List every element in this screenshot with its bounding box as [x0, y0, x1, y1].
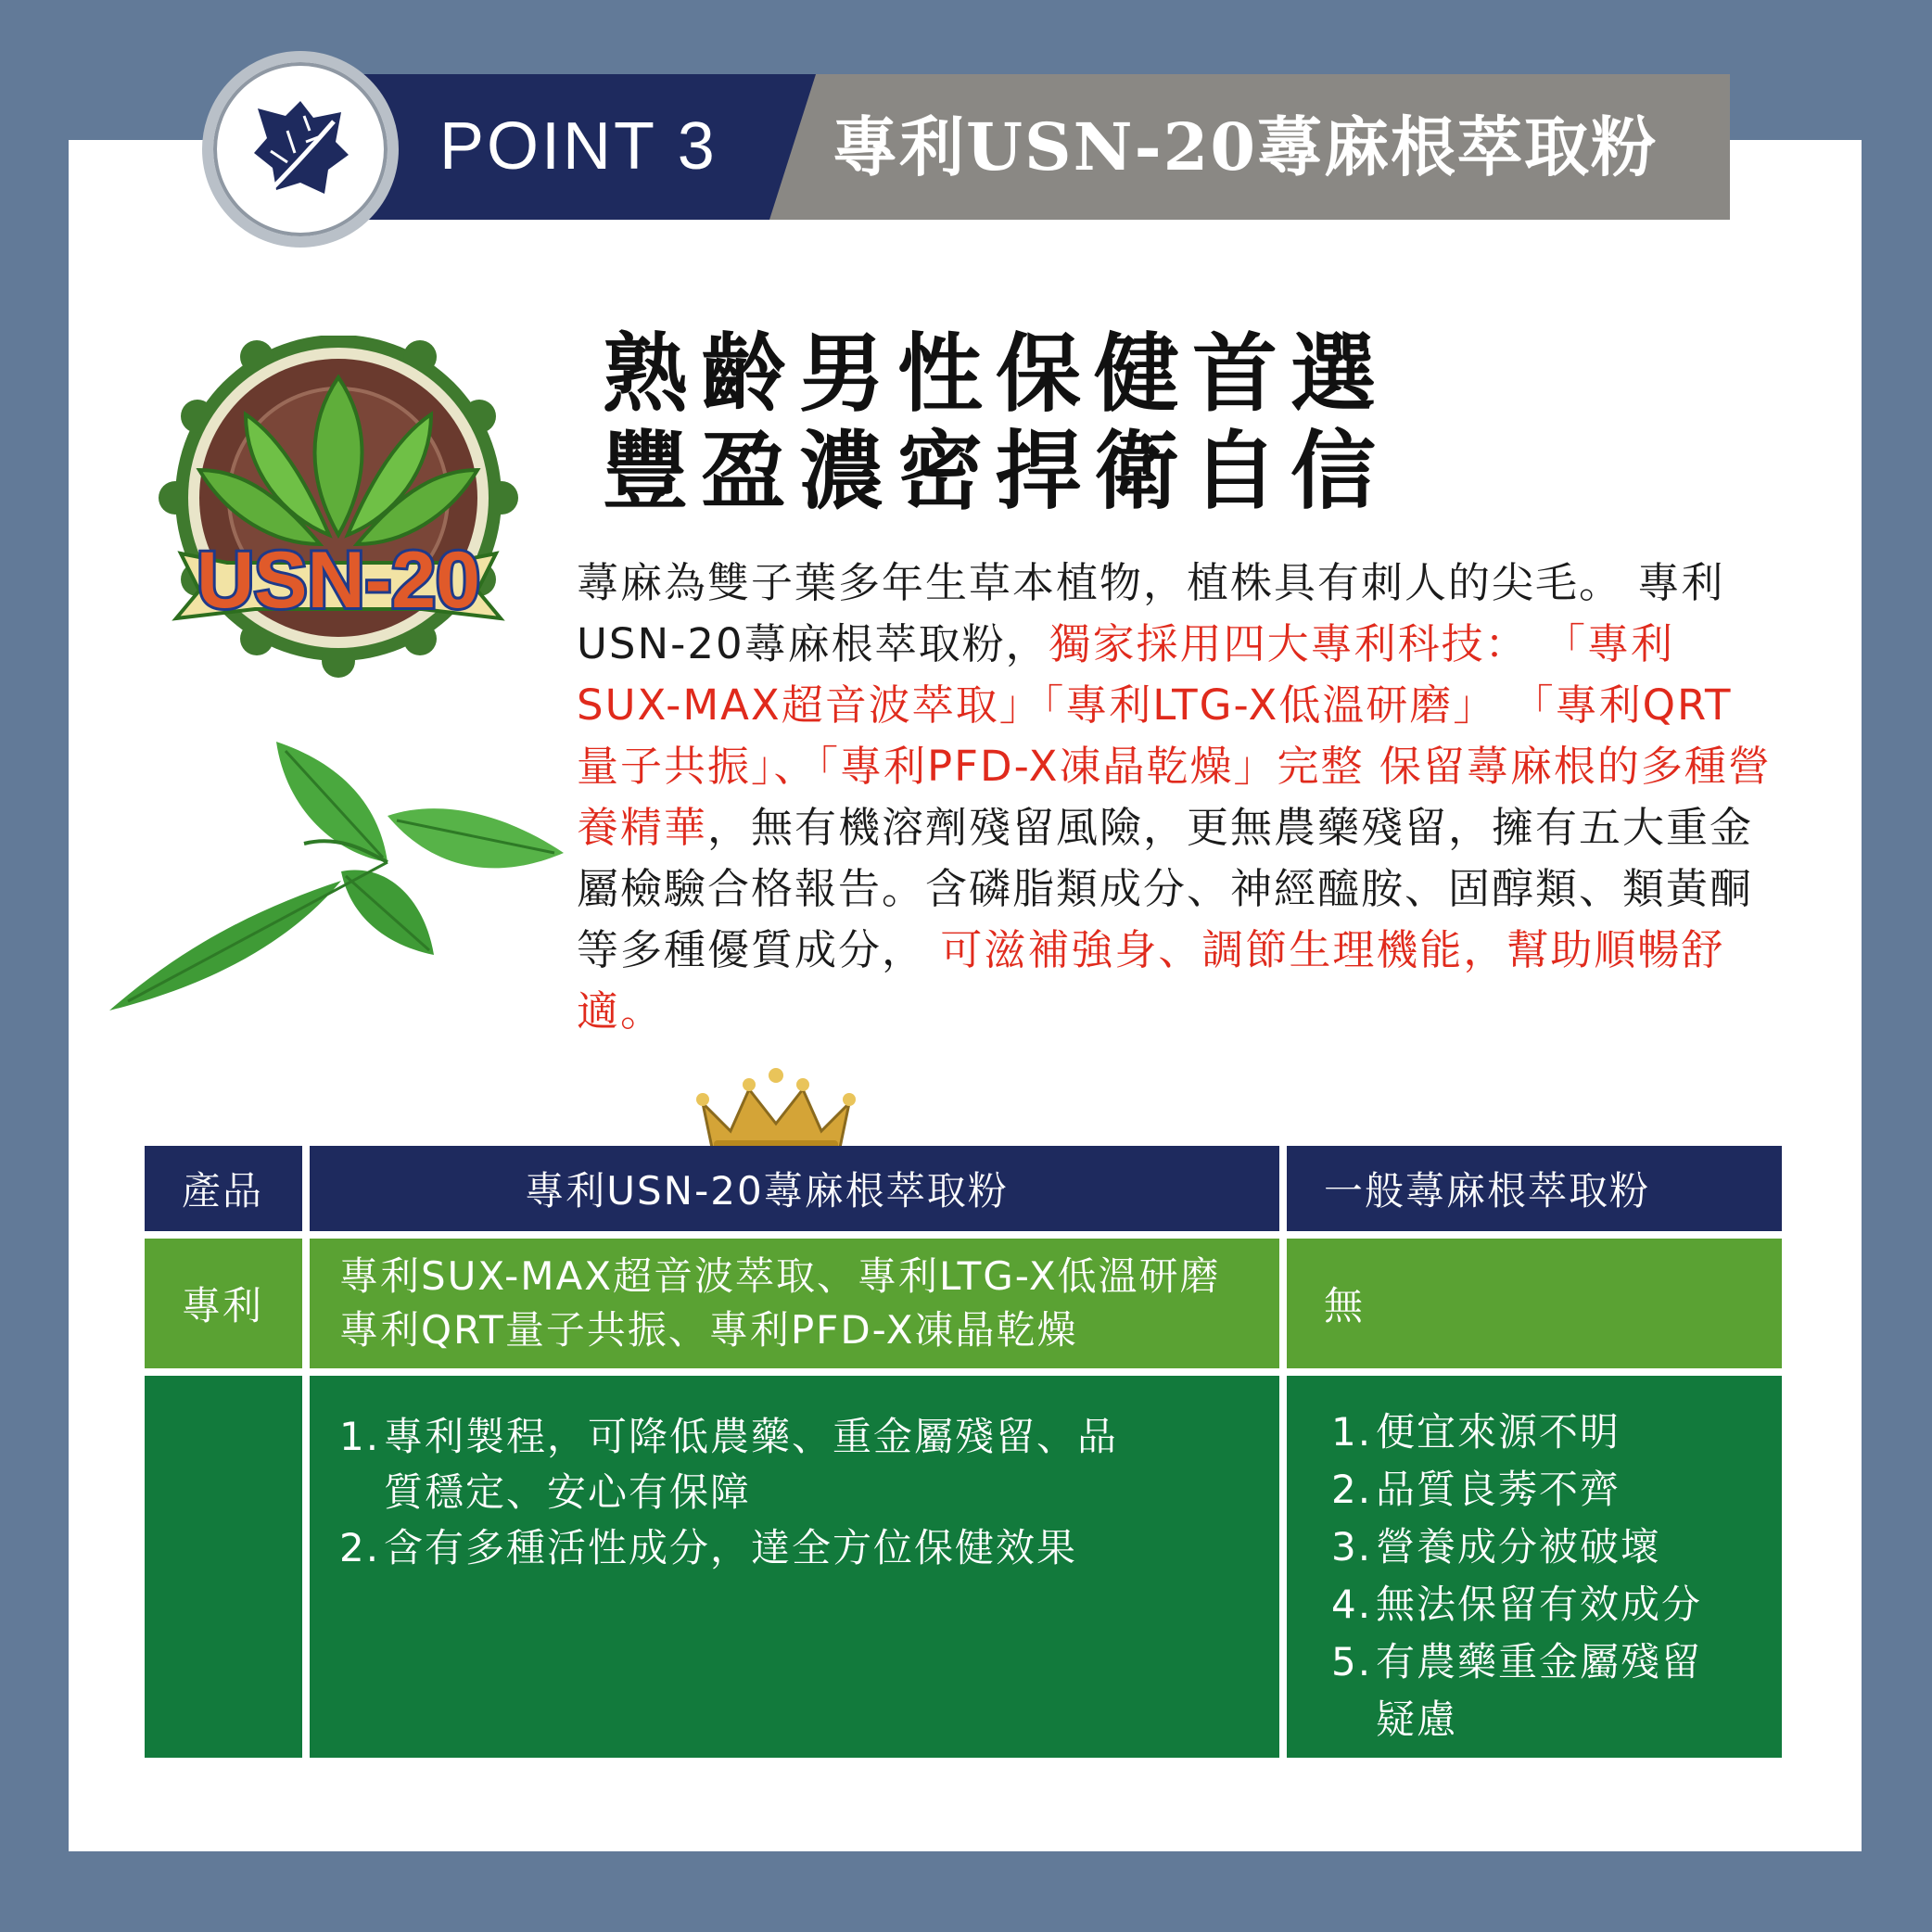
logo-text: USN-20	[197, 536, 480, 625]
table-header-cell: 產品	[145, 1146, 302, 1231]
table-cell	[1287, 1376, 1782, 1758]
nettle-leaves-icon	[109, 723, 564, 1020]
headline-line-2: 豐盈濃密捍衛自信	[603, 421, 1390, 521]
list-item: 2. 含有多種活性成分，達全方位保健效果	[339, 1525, 1078, 1570]
description-sentence: 蕁麻為雙子葉多年生草本植物，植株具有刺人的尖毛。	[577, 558, 1623, 607]
description-highlight: 獨家採用四大專利科技：	[1049, 619, 1529, 668]
table-cell	[310, 1239, 1279, 1368]
table-header-row	[145, 1146, 1782, 1231]
row-label-empty	[145, 1376, 302, 1758]
table-header-cell: 專利USN-20蕁麻根萃取粉	[310, 1146, 1279, 1231]
table-cell: 無	[1287, 1239, 1782, 1368]
banner-title: 專利USN-20蕁麻根萃取粉	[833, 108, 1659, 185]
leaf-badge	[202, 51, 399, 248]
description-sentence: 專利USN-20蕁麻根萃取粉，	[577, 558, 1725, 668]
crown-icon	[693, 1066, 858, 1159]
list-item: 4. 無法保留有效成分	[1331, 1582, 1703, 1627]
description-paragraph	[577, 553, 1773, 1042]
row-label: 專利	[145, 1239, 302, 1368]
description-highlight: 「專利SUX-MAX超音波萃取」「專利LTG-X低溫研磨」	[577, 619, 1675, 730]
table-row	[145, 1239, 1782, 1368]
cell-line: 專利QRT量子共振、專利PFD-X凍晶乾燥	[339, 1307, 1078, 1353]
table-cell	[310, 1376, 1279, 1758]
list-item: 3. 營養成分被破壞	[1331, 1524, 1662, 1570]
table-row	[145, 1376, 1782, 1758]
description-highlight: 「專利QRT量子共振」、「專利PFD-X凍晶乾燥」完整	[577, 680, 1733, 791]
table-header-cell: 一般蕁麻根萃取粉	[1287, 1146, 1782, 1231]
description-sentence: ，無有機溶劑殘留風險，更無農藥殘留，擁有五大重金屬檢驗合格報告。含磷脂類成分、神經醯胺、固醇類、類黃酮等多種優質成分，	[577, 803, 1754, 974]
usn20-seal-icon	[130, 336, 547, 679]
description-highlight: 保留蕁麻根的多種營養精華	[577, 742, 1772, 852]
description-highlight: 可滋補強身、調節生理機能，幫助順暢舒適。	[577, 925, 1725, 1036]
leaf-icon	[245, 94, 356, 205]
list-item: 2. 品質良莠不齊	[1331, 1467, 1621, 1512]
comparison-table	[145, 1146, 1782, 1765]
cell-line: 專利SUX-MAX超音波萃取、專利LTG-X低溫研磨	[339, 1253, 1221, 1299]
list-item: 1. 便宜來源不明	[1331, 1409, 1621, 1455]
headline-line-1: 熟齡男性保健首選	[603, 324, 1390, 424]
list-item: 5. 有農藥重金屬殘留疑慮	[1331, 1639, 1703, 1742]
list-item: 1. 專利製程，可降低農藥、重金屬殘留、品質穩定、安心有保障	[339, 1414, 1119, 1515]
point-label: POINT 3	[439, 109, 718, 184]
